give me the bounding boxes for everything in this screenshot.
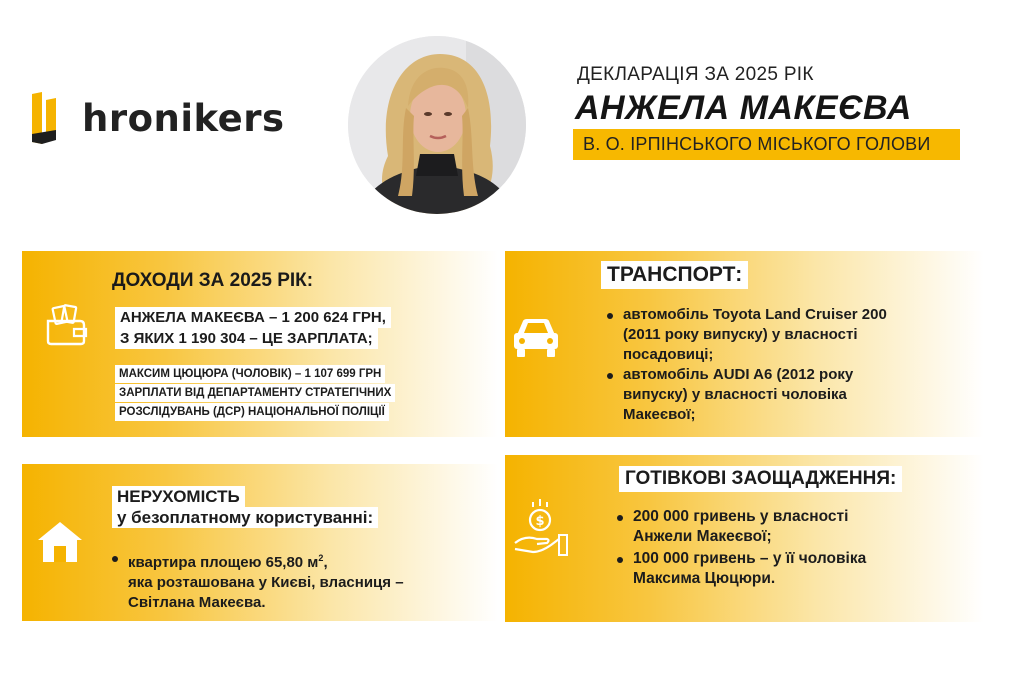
official-position: В. О. ІРПІНСЬКОГО МІСЬКОГО ГОЛОВИ xyxy=(573,129,960,160)
hand-coin-icon xyxy=(511,497,569,559)
income-title: ДОХОДИ ЗА 2025 РІК: xyxy=(112,270,314,291)
transport-item-1: автомобіль Toyota Land Cruiser 200 (2011 року випуску) у власності посадовиці; xyxy=(603,305,887,365)
declaration-label: ДЕКЛАРАЦІЯ ЗА 2025 РІК xyxy=(577,64,814,85)
property-subtitle: у безоплатному користуванні: xyxy=(112,507,378,528)
transport-title: ТРАНСПОРТ: xyxy=(601,261,748,289)
svg-text:$: $ xyxy=(535,514,545,529)
spouse-income-line-1: МАКСИМ ЦЮЦЮРА (ЧОЛОВІК) – 1 107 699 ГРН xyxy=(115,365,385,383)
spouse-income-line-3: РОЗСЛІДУВАНЬ (ДСР) НАЦІОНАЛЬНОЇ ПОЛІЦІЇ xyxy=(115,403,389,421)
savings-item-1: 200 000 гривень у власності Анжели Макеєвої; xyxy=(613,507,866,547)
car-icon xyxy=(511,315,561,361)
property-card xyxy=(22,464,498,621)
income-line-1: АНЖЕЛА МАКЕЄВА – 1 200 624 ГРН, xyxy=(115,307,391,328)
transport-item-2: автомобіль AUDI A6 (2012 року випуску) у власності чоловіка Макеєвої; xyxy=(603,365,887,425)
income-line-2: З ЯКИХ 1 190 304 – ЦЕ ЗАРПЛАТА; xyxy=(115,328,378,349)
house-icon xyxy=(36,520,84,564)
brand-logo xyxy=(30,88,285,148)
savings-item-2: 100 000 гривень – у її чоловіка Максима Цюцюри. xyxy=(613,549,866,589)
portrait-photo xyxy=(348,36,526,214)
hronikers-logo-icon xyxy=(30,90,74,146)
savings-title: ГОТІВКОВІ ЗАОЩАДЖЕННЯ: xyxy=(619,466,902,492)
income-card xyxy=(22,251,498,437)
savings-card xyxy=(505,455,984,622)
property-item: квартира площею 65,80 $м^2$, яка розташована у Києві, власниця – Світлана Макеєва. xyxy=(108,548,404,613)
spouse-income-line-2: ЗАРПЛАТИ ВІД ДЕПАРТАМЕНТУ СТРАТЕГІЧНИХ xyxy=(115,384,395,402)
property-title: НЕРУХОМІСТЬ xyxy=(112,486,245,507)
official-name: АНЖЕЛА МАКЕЄВА xyxy=(575,89,912,127)
brand-name: hronikers xyxy=(82,96,285,140)
transport-card xyxy=(505,251,984,437)
wallet-icon xyxy=(44,303,88,347)
